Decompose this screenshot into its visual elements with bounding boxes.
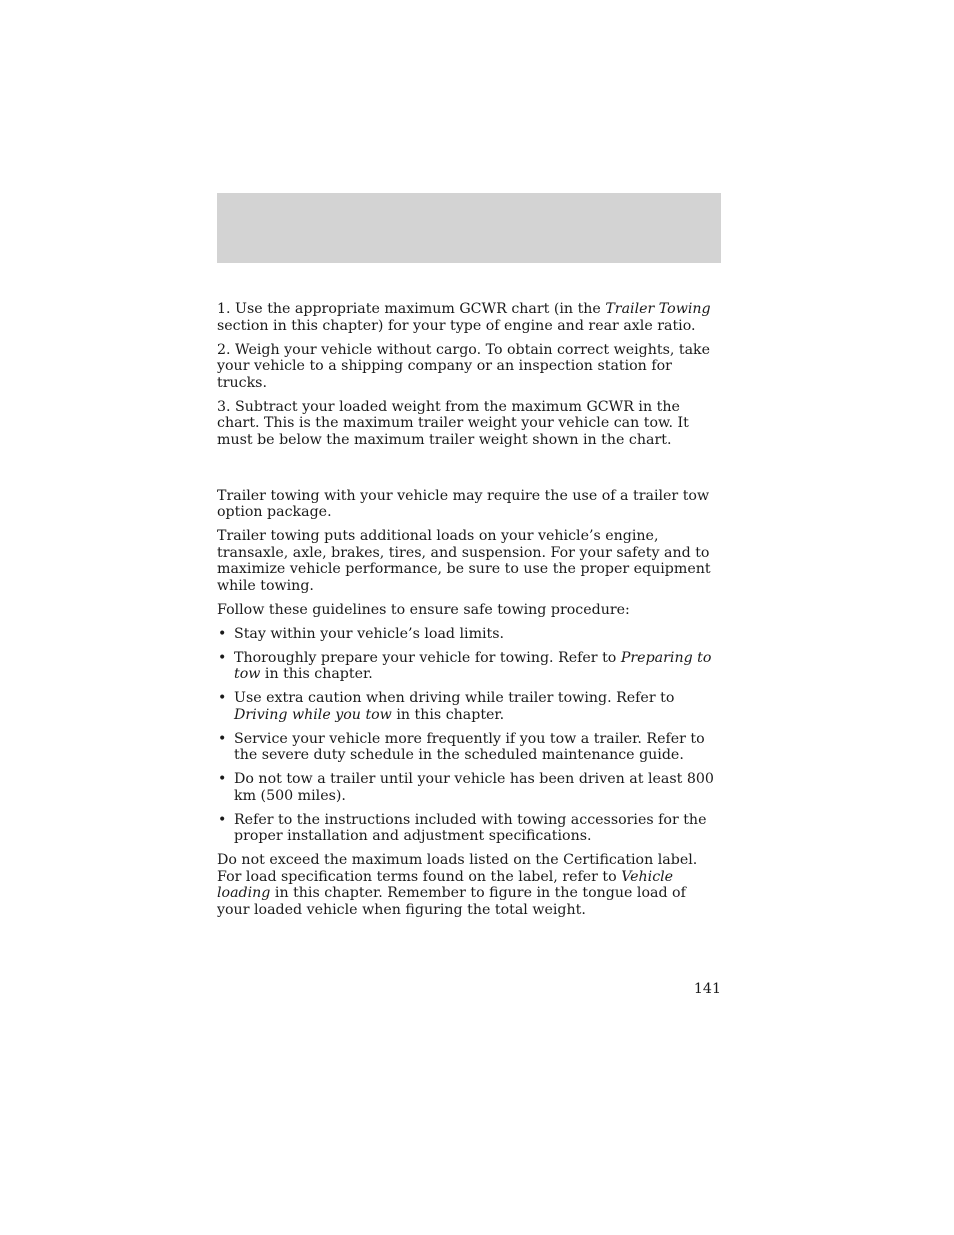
step-1-text-end: section in this chapter) for your type of engine and rear axle ratio.	[217, 317, 696, 334]
list-item-text: Thoroughly prepare your vehicle for towing. Refer to	[234, 649, 621, 666]
step-1-text: 1. Use the appropriate maximum GCWR chart (in the	[217, 301, 606, 317]
paragraph-additional-loads: Trailer towing puts additional loads on your vehicle’s engine, transaxle, axle, brakes, tires, and suspension. For your safety and to maximize vehicle performance, be sure to use the proper equipment while towing.	[217, 528, 711, 594]
step-2: 2. Weigh your vehicle without cargo. To obtain correct weights, take your vehicle to a shipping company or an inspection station for trucks.	[217, 341, 711, 391]
list-item-text: Use extra caution when driving while trailer towing. Refer to	[234, 690, 675, 706]
list-item-text-end: in this chapter.	[260, 666, 373, 682]
bullet-icon: •	[218, 811, 227, 828]
page-number: 141	[693, 981, 721, 997]
list-item-text: Service your vehicle more frequently if you tow a trailer. Refer to the severe duty schedule in the scheduled maintenance guide.	[234, 730, 705, 763]
bullet-icon: •	[218, 730, 227, 747]
list-item	[217, 626, 721, 643]
list-item-text: Stay within your vehicle’s load limits.	[234, 625, 505, 642]
list-item-text: Do not tow a trailer until your vehicle has been driven at least 800 km (500 miles).	[234, 771, 714, 804]
step-3: 3. Subtract your loaded weight from the maximum GCWR in the chart. This is the maximum trailer weight your vehicle can tow. It must be below the maximum trailer weight shown in the chart.	[217, 398, 689, 448]
list-item	[217, 650, 721, 683]
max-loads-text: Do not exceed the maximum loads listed on the Certification label. For load specification terms found on the label, refer to	[217, 852, 698, 885]
bullet-icon: •	[218, 690, 227, 706]
list-item	[217, 812, 721, 845]
bullet-icon: •	[218, 625, 227, 642]
section-gap	[217, 456, 721, 488]
trailer-towing-reference: Trailer Towing	[605, 301, 711, 317]
list-item	[217, 771, 721, 804]
driving-while-you-tow-reference: Driving while you tow	[234, 706, 392, 723]
list-item	[217, 731, 721, 764]
list-item-text-end: in this chapter.	[391, 706, 505, 723]
bullet-icon: •	[218, 771, 227, 787]
preparing-to-tow-reference: Preparing to tow	[234, 649, 712, 682]
paragraph-option-package: Trailer towing with your vehicle may require the use of a trailer tow option package.	[217, 487, 710, 520]
page-body	[217, 301, 721, 926]
max-loads-text-end: in this chapter. Remember to figure in the tongue load of your loaded vehicle when figuring the total weight.	[217, 885, 686, 918]
paragraph-max-loads	[217, 852, 721, 918]
guidelines-list	[217, 626, 721, 845]
bullet-icon: •	[218, 649, 227, 666]
step-1	[217, 301, 721, 334]
list-item	[217, 690, 721, 723]
list-item-text: Refer to the instructions included with towing accessories for the proper installation and adjustment specifications.	[234, 811, 707, 844]
chapter-header-band	[217, 193, 721, 263]
vehicle-loading-reference: Vehicle loading	[217, 868, 674, 901]
paragraph-guidelines-intro: Follow these guidelines to ensure safe towing procedure:	[217, 601, 630, 618]
